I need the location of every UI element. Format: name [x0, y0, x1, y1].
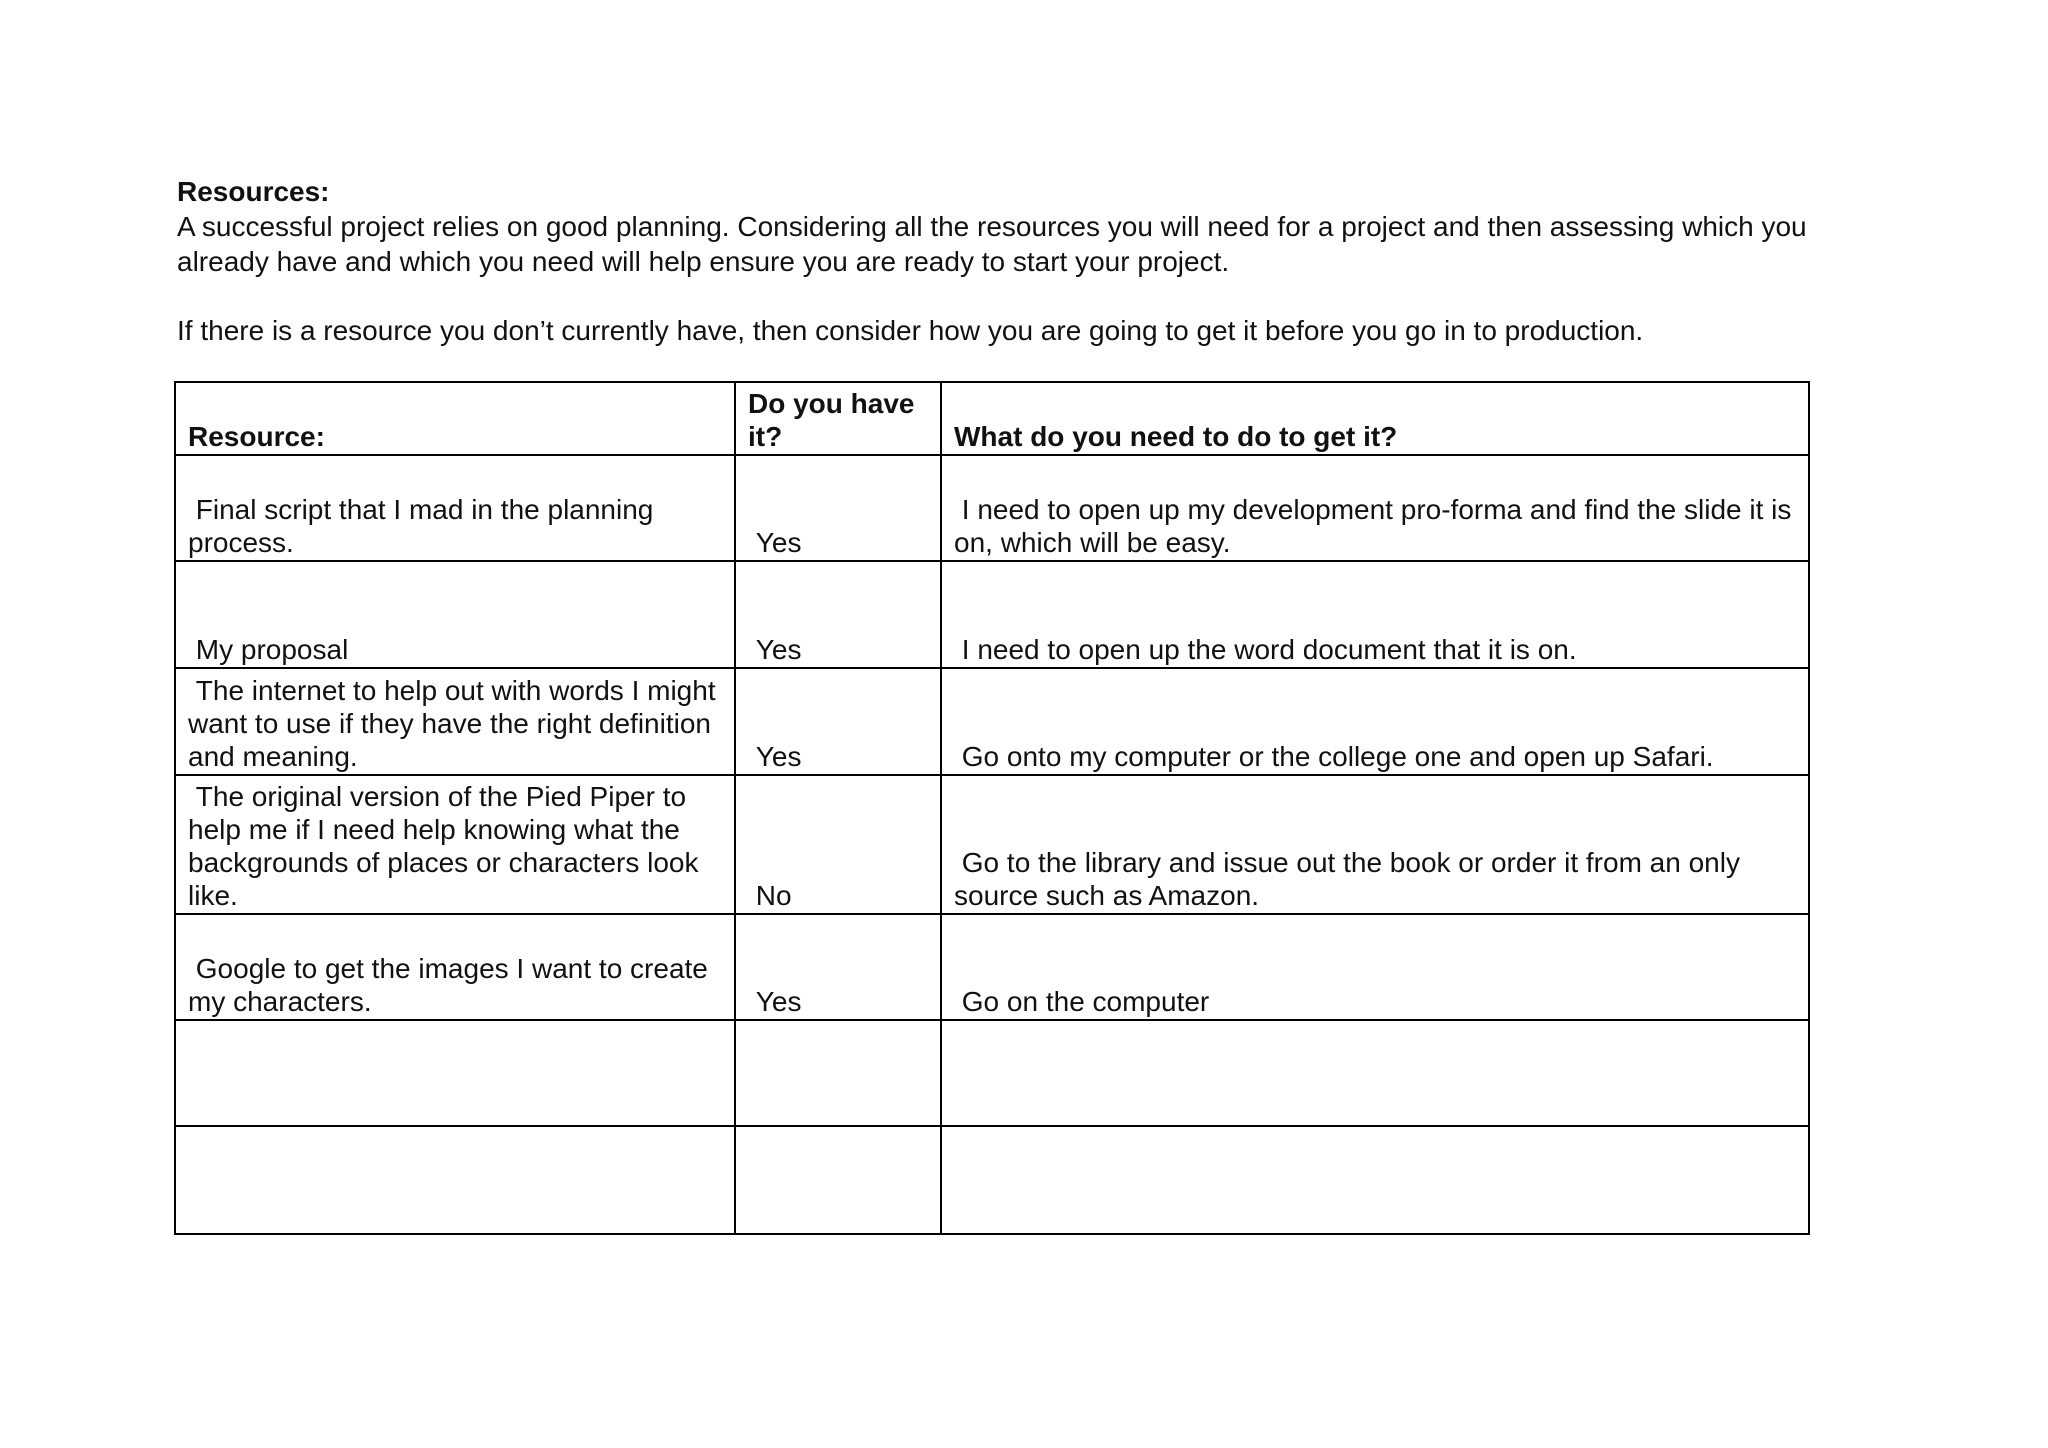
intro-section: [177, 174, 1857, 348]
table-row: [175, 775, 1809, 914]
production-paragraph: If there is a resource you don’t currently have, then consider how you are going to get it before you go in to production.: [177, 315, 1644, 346]
intro-paragraph: A successful project relies on good planning. Considering all the resources you will need for a project and then assessing which you already have and which you need will help ensure you are ready to start your project.: [177, 211, 1807, 277]
have-cell: [735, 1126, 941, 1234]
have-cell: Yes: [735, 668, 941, 775]
todo-cell: I need to open up the word document that it is on.: [941, 561, 1809, 668]
table-row: [175, 668, 1809, 775]
have-cell: Yes: [735, 455, 941, 561]
table-row: [175, 1020, 1809, 1126]
todo-cell: Go on the computer: [941, 914, 1809, 1020]
have-cell: Yes: [735, 561, 941, 668]
todo-cell: Go onto my computer or the college one and open up Safari.: [941, 668, 1809, 775]
resource-cell: The original version of the Pied Piper to help me if I need help knowing what the backgrounds of places or characters look like.: [175, 775, 735, 914]
have-cell: No: [735, 775, 941, 914]
header-do-you-have-it: Do you have it?: [735, 382, 941, 455]
table-header-row: [175, 382, 1809, 455]
table-row: [175, 1126, 1809, 1234]
header-resource: Resource:: [175, 382, 735, 455]
todo-cell: [941, 1126, 1809, 1234]
todo-cell: Go to the library and issue out the book or order it from an only source such as Amazon.: [941, 775, 1809, 914]
todo-cell: I need to open up my development pro-forma and find the slide it is on, which will be easy.: [941, 455, 1809, 561]
resources-heading: Resources:: [177, 176, 330, 207]
have-cell: Yes: [735, 914, 941, 1020]
resources-table: [174, 381, 1810, 1235]
table-row: [175, 914, 1809, 1020]
resource-cell: Google to get the images I want to create my characters.: [175, 914, 735, 1020]
table-row: [175, 561, 1809, 668]
have-cell: [735, 1020, 941, 1126]
todo-cell: [941, 1020, 1809, 1126]
header-what-to-do: What do you need to do to get it?: [941, 382, 1809, 455]
resource-cell: The internet to help out with words I might want to use if they have the right definition and meaning.: [175, 668, 735, 775]
resource-cell: Final script that I mad in the planning process.: [175, 455, 735, 561]
resource-cell: [175, 1020, 735, 1126]
resource-cell: My proposal: [175, 561, 735, 668]
resource-cell: [175, 1126, 735, 1234]
table-row: [175, 455, 1809, 561]
